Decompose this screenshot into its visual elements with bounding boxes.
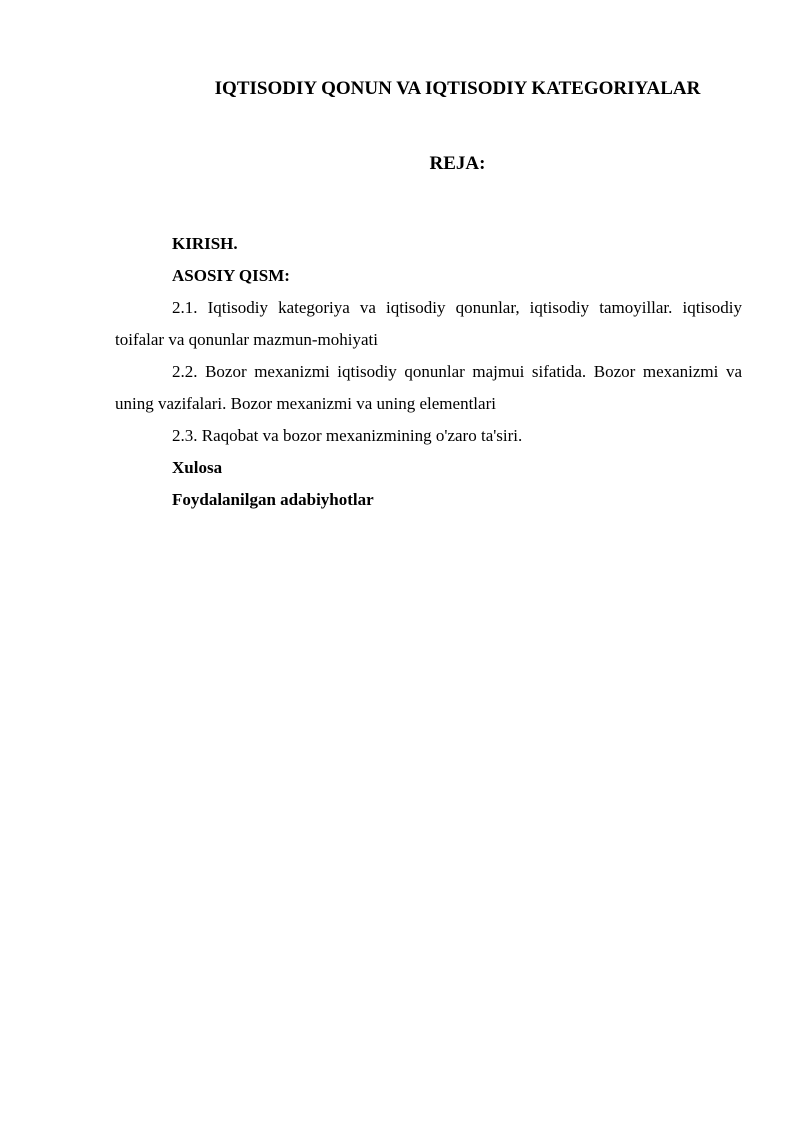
plan-item-2-1: 2.1. Iqtisodiy kategoriya va iqtisodiy qonunlar, iqtisodiy tamoyillar. iqtisodiy toifalar va qonunlar mazmun-mohiyati xyxy=(115,298,742,349)
document-title: IQTISODIY QONUN VA IQTISODIY KATEGORIYALAR xyxy=(214,78,701,99)
plan-item-references: Foydalanilgan adabiyhotlar xyxy=(172,490,374,509)
plan-item-main-part: ASOSIY QISM: xyxy=(172,266,290,285)
plan-item-conclusion: Xulosa xyxy=(172,458,223,477)
plan-item-introduction: KIRISH. xyxy=(172,234,238,253)
plan-list xyxy=(115,228,742,516)
plan-item-2-2: 2.2. Bozor mexanizmi iqtisodiy qonunlar majmui sifatida. Bozor mexanizmi va uning vazifalari. Bozor mexanizmi va uning elementlari xyxy=(115,362,742,413)
plan-heading: REJA: xyxy=(429,153,486,174)
plan-item-2-3: 2.3. Raqobat va bozor mexanizmining o'zaro ta'siri. xyxy=(172,426,523,445)
